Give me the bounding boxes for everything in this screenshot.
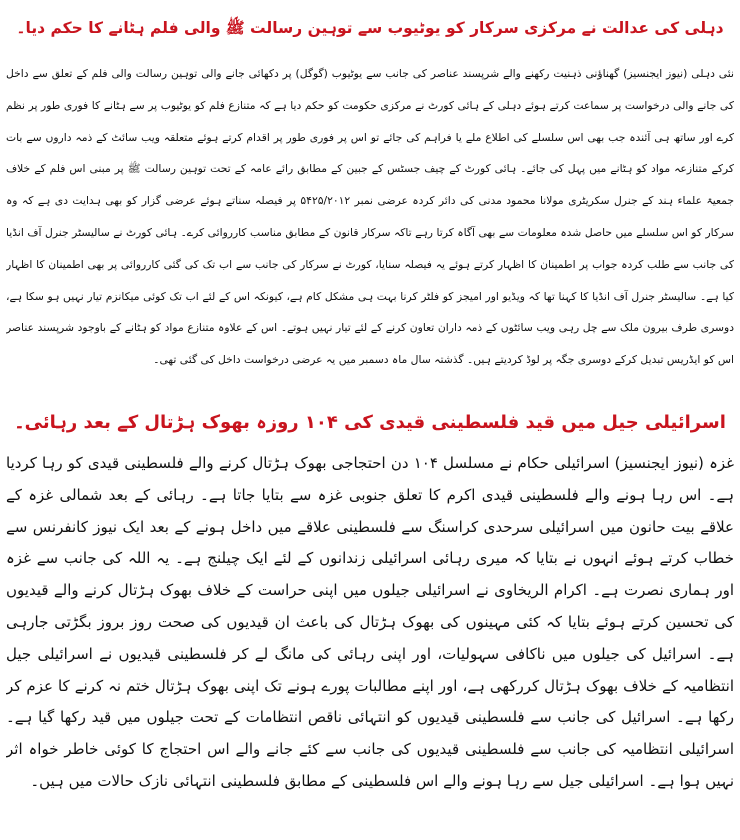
article-body-court-order: نئی دہلی (نیوز ایجنسیز) گھناؤنی ذہنیت رکھنے والے شرپسند عناصر کی جانب سے یوٹیوب (گوگل) پر دکھائی جانے والی توہین رسالت والی فلم کے تعلق سے داخل کی جانے والی درخواست پر سماعت کرتے ہوئے دہلی کے ہائی کورٹ نے مرکزی حکومت کو حکم دیا ہے کہ متنازع فلم کو یوٹیوب پر سے ہٹانے کا فوری طور پر نظم کرے اور ساتھ ہی آئندہ جب بھی اس سلسلے کی اطلاع ملے یا فراہم کی جائے تو اس پر فوری طور پر اقدام کرتے ہوئے متعلقہ ویب سائٹ کے ذمہ داروں سے بات کرکے متنازعہ مواد کو ہٹانے میں پہل کی جائے۔ ہائی کورٹ کے چیف جسٹس کے جبین کے مطابق رائے عامہ کے تحت توہین رسالت ﷺ پر مبنی اس فلم کے خلاف جمعیۃ علماء ہند کے جنرل سکریٹری مولانا محمود مدنی کی دائر کردہ عرضی نمبر ۵۴۲۵/۲۰۱۲ پر فیصلہ سناتے ہوئے عرضی گزار کو بھی ہدایت دی ہے کہ وہ سرکار کو اس سلسلے میں حاصل شدہ معلومات سے بھی آگاہ کرتا رہے تاکہ سرکار قانون کے مطابق مناسب کارروائی کرے۔ ہائی کورٹ نے سالیسٹر جنرل آف انڈیا کی جانب سے طلب کردہ جواب پر اطمینان کا اظہار کرتے ہوئے یہ فیصلہ سنایا، کورٹ نے سرکار کی جانب سے اب تک کی گئی کارروائی پر بھی اطمینان کا اظہار کیا ہے۔ سالیسٹر جنرل آف انڈیا کا کہنا تھا کہ ویڈیو اور امیجز کو فلٹر کرنا بہت ہی مشکل کام ہے، کیونکہ اس کے لئے اب تک کوئی میکانزم تیار نہیں ہو سکا ہے، دوسری طرف بیرون ملک سے چل رہی ویب سائٹوں کے ذمہ داران تعاون کرنے کے لئے تیار نہیں ہوتے۔ اس کے علاوہ متنازع مواد کو ہٹانے کے باوجود شرپسند عناصر اس کو ایڈریس تبدیل کرکے دوسری جگہ پر لوڈ کردیتے ہیں۔ گذشتہ سال ماہ دسمبر میں یہ عرضی درخواست داخل کی گئی تھی۔ <box>6 67 734 367</box>
article-prisoner-release <box>6 392 734 800</box>
headline-court-order: دہلی کی عدالت نے مرکزی سرکار کو یوٹیوب سے توہین رسالت ﷺ والی فلم ہٹانے کا حکم دیا۔ <box>16 19 724 37</box>
headline-prisoner-release: اسرائیلی جیل میں قید فلسطینی قیدی کی ۱۰۴ روزہ بھوک ہڑتال کے بعد رہائی۔ <box>14 412 726 433</box>
article-body-prisoner-release: غزہ (نیوز ایجنسیز) اسرائیلی حکام نے مسلسل ۱۰۴ دن احتجاجی بھوک ہڑتال کرنے والے فلسطینی قیدی کو رہا کردیا ہے۔ اس رہا ہونے والے فلسطینی قیدی اکرم کا تعلق جنوبی غزہ سے بتایا جاتا ہے۔ رہائی کے بعد شمالی غزہ کے علاقے بیت حانون میں اسرائیلی سرحدی کراسنگ سے فلسطینی علاقے میں داخل ہونے کے بعد ایک نیوز کانفرنس سے خطاب کرتے ہوئے انہوں نے بتایا کہ میری رہائی اسرائیلی زندانوں کے لئے ایک چیلنج ہے۔ یہ اللہ کی جانب سے غزہ اور ہماری نصرت ہے۔ اکرام الریخاوی نے اسرائیلی جیلوں میں اپنی حراست کے خلاف بھوک ہڑتال کرنے والے قیدیوں کی تحسین کرتے ہوئے بتایا کہ کئی مہینوں کی بھوک ہڑتال کی باعث ان قیدیوں کی صحت روز بروز بگڑتی جارہی ہے۔ اسرائیل کی جیلوں میں ناکافی سہولیات، اور اپنی رہائی کی مانگ لے کر فلسطینی قیدیوں نے اسرائیلی جیل انتظامیہ کے خلاف بھوک ہڑتال کررکھی ہے، اور اپنے مطالبات پورے ہونے تک اپنی بھوک ہڑتال ختم نہ کرنے کا عزم کر رکھا ہے۔ اسرائیل کی جانب سے فلسطینی قیدیوں کو انتہائی ناقص انتظامات کے تحت جیلوں میں قید رکھا گیا ہے۔ اسرائیلی انتظامیہ کی جانب سے فلسطینی قیدیوں کی جانب سے کئے جانے والے اس احتجاج کا کوئی خاطر خواہ اثر نہیں ہوا ہے۔ اسرائیلی جیل سے رہا ہونے والے اس فلسطینی کے مطابق فلسطینی انتہائی نازک حالات میں ہیں۔ <box>6 454 734 790</box>
article-court-order <box>6 0 734 388</box>
